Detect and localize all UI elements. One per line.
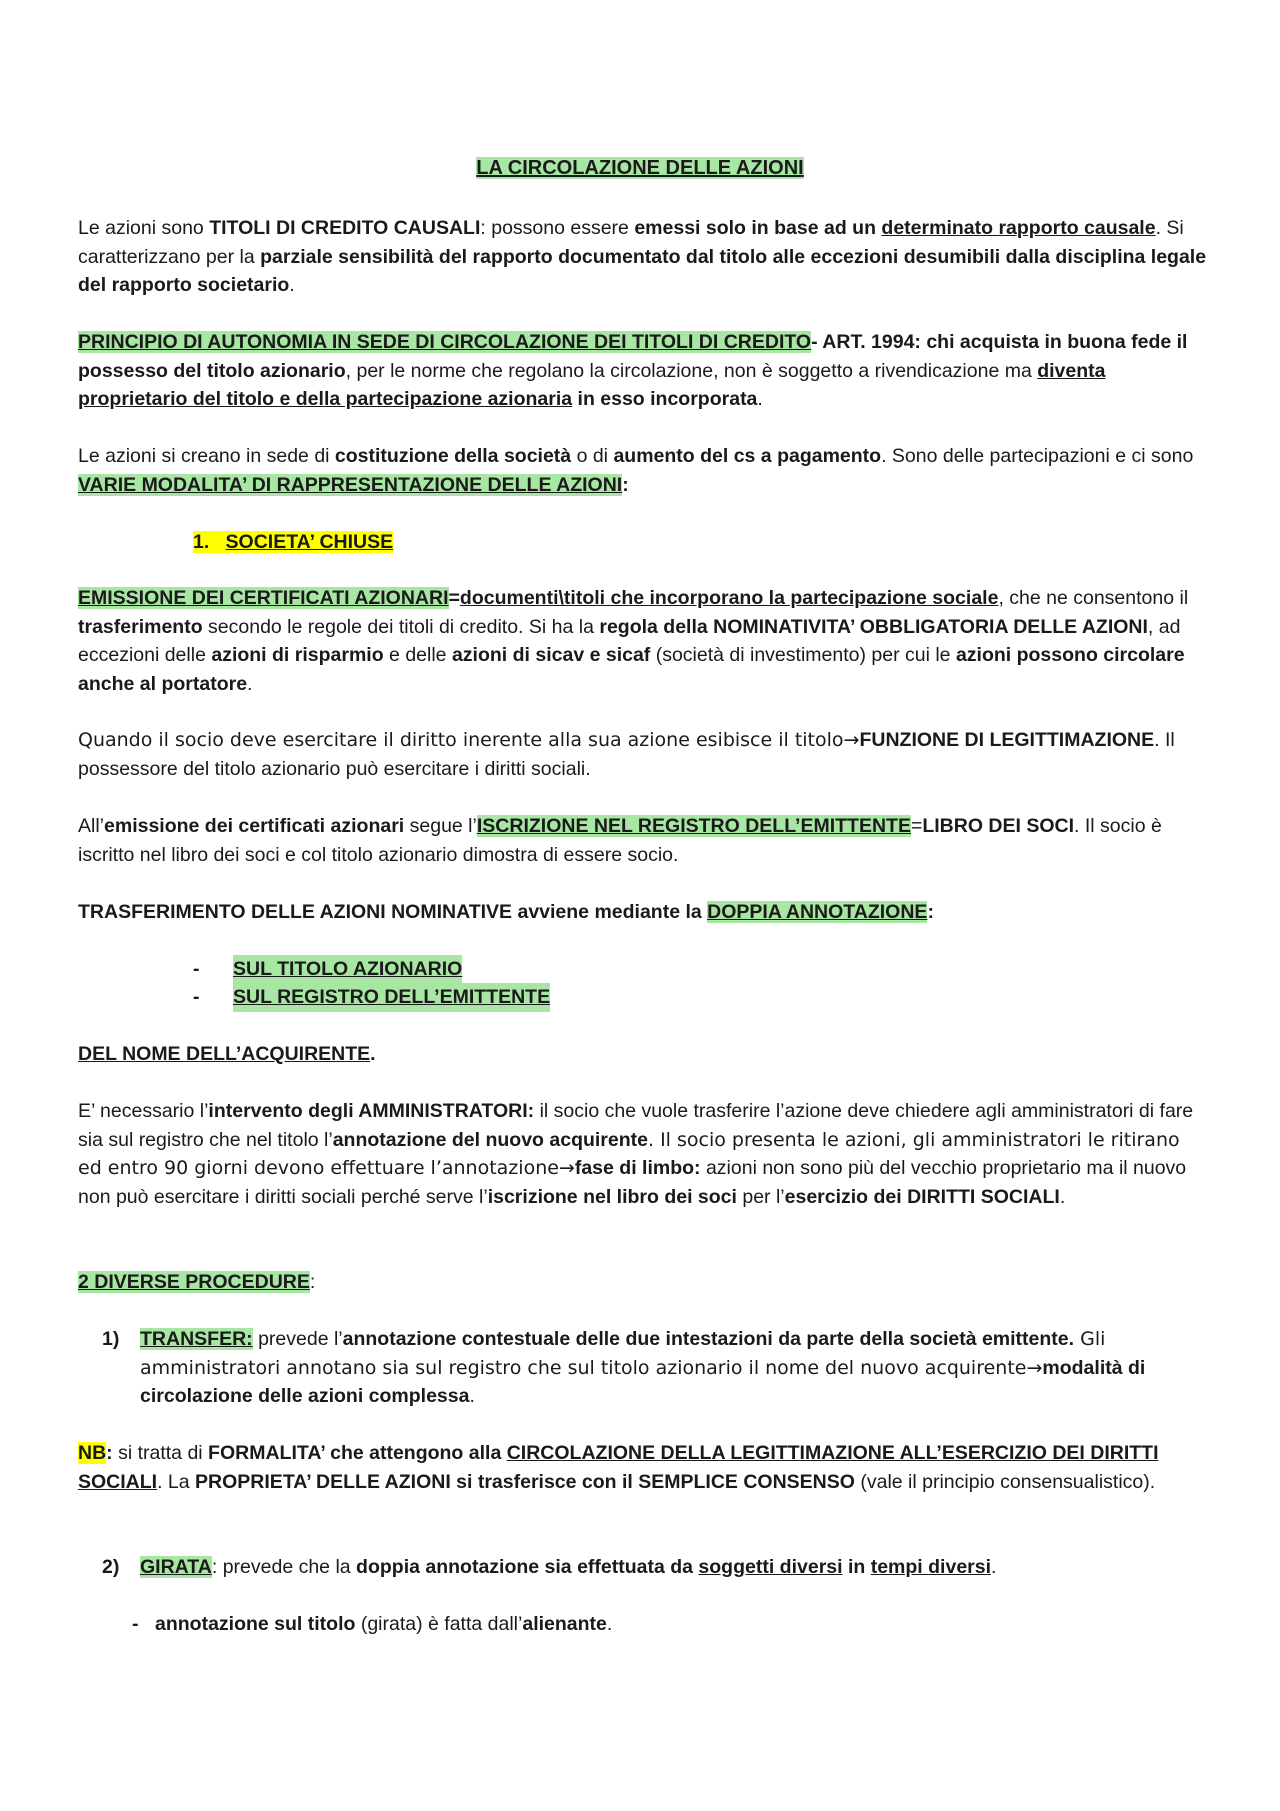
nb-paragraph: NB: si tratta di FORMALITA’ che attengono alla CIRCOLAZIONE DELLA LEGITTIMAZIONE ALL’ESERCIZIO DEI DIRITTI SOCIALI. La PROPRIETA’ DELLE AZIONI si trasferisce con il SEMPLICE CONSENSO (vale il principio consensualistico). — [78, 1442, 1159, 1493]
intro-paragraph: Le azioni sono TITOLI DI CREDITO CAUSALI: possono essere emessi solo in base ad un determinato rapporto causale. Si caratterizzano per la parziale sensibilità del rapporto documentato dal titolo alle eccezioni desumibili dalla disciplina legale del rapporto societario. — [78, 217, 1207, 296]
legitimation-paragraph: Quando il socio deve esercitare il diritto inerente alla sua azione esibisce il titolo→FUNZIONE DI LEGITTIMAZIONE. Il possessore del titolo azionario può esercitare i diritti sociali. — [78, 729, 1175, 780]
registry-paragraph: All’emissione dei certificati azionari segue l’ISCRIZIONE NEL REGISTRO DELL’EMITTENTE=LIBRO DEI SOCI. Il socio è iscritto nel libro dei soci e col titolo azionario dimostra di essere socio. — [78, 815, 1162, 866]
creation-paragraph: Le azioni si creano in sede di costituzione della società o di aumento del cs a pagamento. Sono delle partecipazioni e ci sono VARIE MODALITA’ DI RAPPRESENTAZIONE DELLE AZIONI: — [78, 445, 1194, 496]
transfer-heading-paragraph: TRASFERIMENTO DELLE AZIONI NOMINATIVE avviene mediante la DOPPIA ANNOTAZIONE: — [78, 901, 934, 923]
section-heading-closed-companies: 1. SOCIETA’ CHIUSE — [193, 531, 394, 553]
certificates-paragraph: EMISSIONE DEI CERTIFICATI AZIONARI=documenti\titoli che incorporano la partecipazione sociale, che ne consentono il trasferimento secondo le regole dei titoli di credito. Si ha la regola della NOMINATIVITA’ OBBLIGATORIA DELLE AZIONI, ad eccezioni delle azioni di risparmio e delle azioni di sicav e sicaf (società di investimento) per cui le azioni possono circolare anche al portatore. — [78, 587, 1189, 695]
administrators-paragraph: E’ necessario l’intervento degli AMMINISTRATORI: il socio che vuole trasferire l’azione deve chiedere agli amministratori di fare sia sul registro che nel titolo l’annotazione del nuovo acquirente. Il socio presenta le azioni, gli amministratori le ritirano ed entro 90 giorni devono effettuare l’annotazione→fase di limbo: azioni non sono più del vecchio proprietario ma il nuovo non può esercitare i diritti sociali perché serve l’iscrizione nel libro dei soci per l’esercizio dei DIRITTI SOCIALI. — [78, 1100, 1194, 1208]
autonomy-principle-paragraph: PRINCIPIO DI AUTONOMIA IN SEDE DI CIRCOLAZIONE DEI TITOLI DI CREDITO- ART. 1994: chi acquista in buona fede il possesso del titolo azionario, per le norme che regolano la circolazione, non è soggetto a rivendicazione ma diventa proprietario del titolo e della partecipazione azionaria in esso incorporata. — [78, 331, 1188, 410]
document-page: LA CIRCOLAZIONE DELLE AZIONI Le azioni sono TITOLI DI CREDITO CAUSALI: possono essere emessi solo in base ad un determinato rapporto causale. Si caratterizzano per la parziale sensibilità del rapporto documentato dal titolo alle eccezioni desumibili dalla disciplina legale del rapporto societario. PRINCIPIO DI AUTONOMIA IN SEDE DI CIRCOLAZIONE DEI TITOLI DI CREDITO- ART. 1994: chi acquista in buona fede il possesso del titolo azionario, per le norme che regolano la circolazione, non è soggetto a rivendicazione ma diventa proprietario del titolo e della partecipazione azionaria in esso incorporata. Le azioni si creano in sede di costituzione della società o di aumento del cs a pagamento. Sono delle partecipazioni e ci sono VARIE MODALITA’ DI RAPPRESENTAZIONE DELLE AZIONI: 1. SOCIETA’ CHIUSE EMISSIONE DEI CERTIFICATI AZIONARI=documenti\titoli che incorporano la partecipazione sociale, che ne consentono il trasferimento secondo le regole dei titoli di credito. Si ha la regola della NOMINATIVITA’ OBBLIGATORIA DELLE AZIONI, ad eccezioni delle azioni di risparmio e delle azioni di sicav e sicaf (società di investimento) per cui le azioni possono circolare anche al portatore. Quando il socio deve esercitare il diritto inerente alla sua azione esibisce il titolo→FUNZIONE DI LEGITTIMAZIONE. Il possessore del titolo azionario può esercitare i diritti sociali. All’emissione dei certificati azionari segue l’ISCRIZIONE NEL REGISTRO DELL’EMITTENTE=LIBRO DEI SOCI. Il socio è iscritto nel libro dei soci e col titolo azionario dimostra di essere socio. TRASFERIMENTO DELLE AZIONI NOMINATIVE avviene mediante la DOPPIA ANNOTAZIONE: - SUL TITOLO AZIONARIO - SUL REGISTRO DELL’EMITTENTE DEL NOME DELL’ACQUIRENTE. E’ necessario l’intervento degli AMMINISTRATORI: il socio che vuole trasferire l’azione deve chiedere agli amministratori di fare sia sul registro che nel titolo l’annotazione del nuovo acquirente. Il socio presenta le azioni, gli amministratori le ritirano ed entro 90 giorni devono effettuare l’annotazione→fase di limbo: azioni non sono più del vecchio proprietario ma il nuovo non può esercitare i diritti sociali perché serve l’iscrizione nel libro dei soci per l’esercizio dei DIRITTI SOCIALI. 2 DIVERSE PROCEDURE: 1) TRANSFER: prevede l’annotazione contestuale delle due intestazioni da parte della società emittente. Gli amministratori annotano sia sul registro che sul titolo azionario il nome del nuovo acquirente→modalità di circolazione delle azioni complessa. NB: si tratta di FORMALITA’ che attengono alla CIRCOLAZIONE DELLA LEGITTIMAZIONE ALL’ESERCIZIO DEI DIRITTI SOCIALI. La PROPRIETA’ DELLE AZIONI si trasferisce con il SEMPLICE CONSENSO (vale il principio consensualistico). 2) GIRATA: prevede che la doppia annotazione sia effettuata da soggetti diversi in tempi diversi. - annotazione sul titolo (girata) è fatta dall’alienante. — [0, 0, 1280, 1811]
page-title: LA CIRCOLAZIONE DELLE AZIONI — [476, 157, 804, 179]
procedures-heading: 2 DIVERSE PROCEDURE: — [78, 1271, 316, 1293]
buyer-name-line: DEL NOME DELL’ACQUIRENTE. — [78, 1043, 376, 1065]
